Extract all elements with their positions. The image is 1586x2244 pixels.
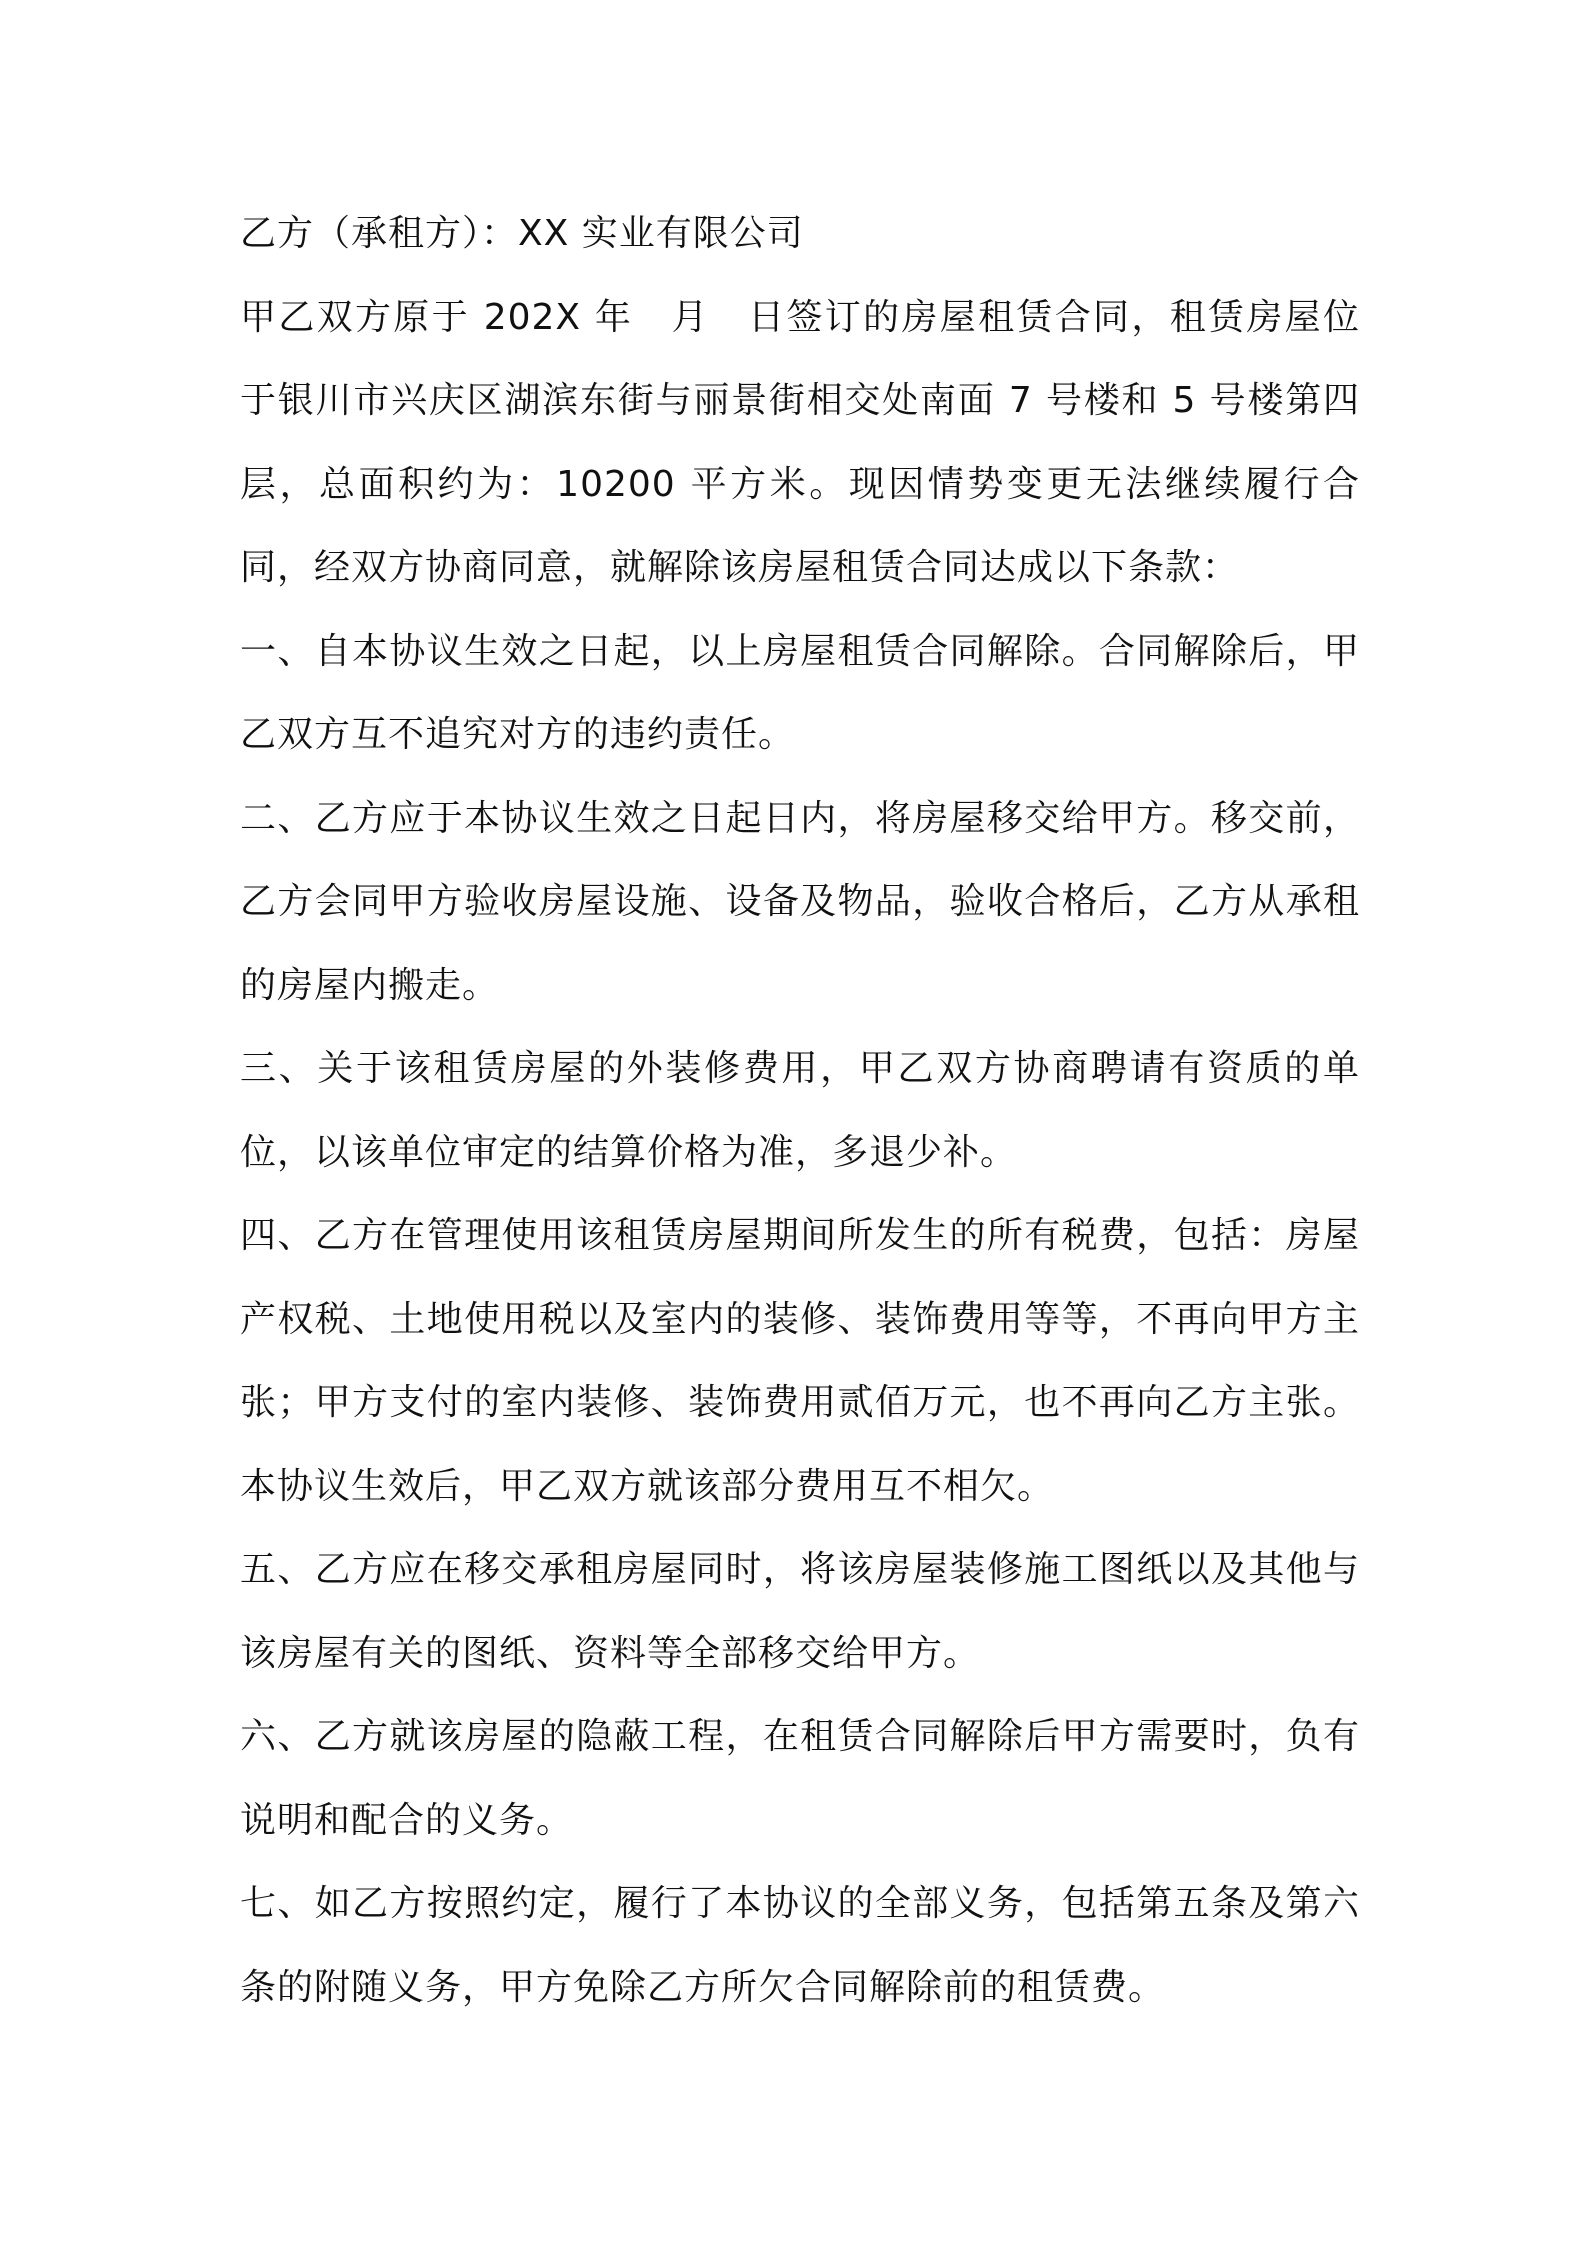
clause-7: 七、如乙方按照约定，履行了本协议的全部义务，包括第五条及第六条的附随义务，甲方免除乙方所欠合同解除前的租赁费。 [240, 1883, 1360, 2008]
clause-3: 三、关于该租赁房屋的外装修费用，甲乙双方协商聘请有资质的单位，以该单位审定的结算价格为准，多退少补。 [240, 1048, 1360, 1173]
contract-body [240, 192, 1360, 2029]
preamble-paragraph: 甲乙双方原于 202X 年 月 日签订的房屋租赁合同，租赁房屋位于银川市兴庆区湖滨东街与丽景街相交处南面 7 号楼和 5 号楼第四层，总面积约为：10200 平方米。现因情势变更无法继续履行合同，经双方协商同意，就解除该房屋租赁合同达成以下条款： [240, 296, 1360, 588]
clause-6: 六、乙方就该房屋的隐蔽工程，在租赁合同解除后甲方需要时，负有说明和配合的义务。 [240, 1716, 1360, 1841]
clause-2: 二、乙方应于本协议生效之日起日内，将房屋移交给甲方。移交前，乙方会同甲方验收房屋设施、设备及物品，验收合格后，乙方从承租的房屋内搬走。 [240, 797, 1360, 1006]
clause-4: 四、乙方在管理使用该租赁房屋期间所发生的所有税费，包括：房屋产权税、土地使用税以及室内的装修、装饰费用等等，不再向甲方主张；甲方支付的室内装修、装饰费用贰佰万元，也不再向乙方主张。本协议生效后，甲乙双方就该部分费用互不相欠。 [240, 1215, 1360, 1507]
party-b-line: 乙方（承租方）：XX 实业有限公司 [240, 213, 804, 254]
clause-1: 一、自本协议生效之日起，以上房屋租赁合同解除。合同解除后，甲乙双方互不追究对方的违约责任。 [240, 630, 1360, 755]
clause-5: 五、乙方应在移交承租房屋同时，将该房屋装修施工图纸以及其他与该房屋有关的图纸、资料等全部移交给甲方。 [240, 1549, 1360, 1674]
